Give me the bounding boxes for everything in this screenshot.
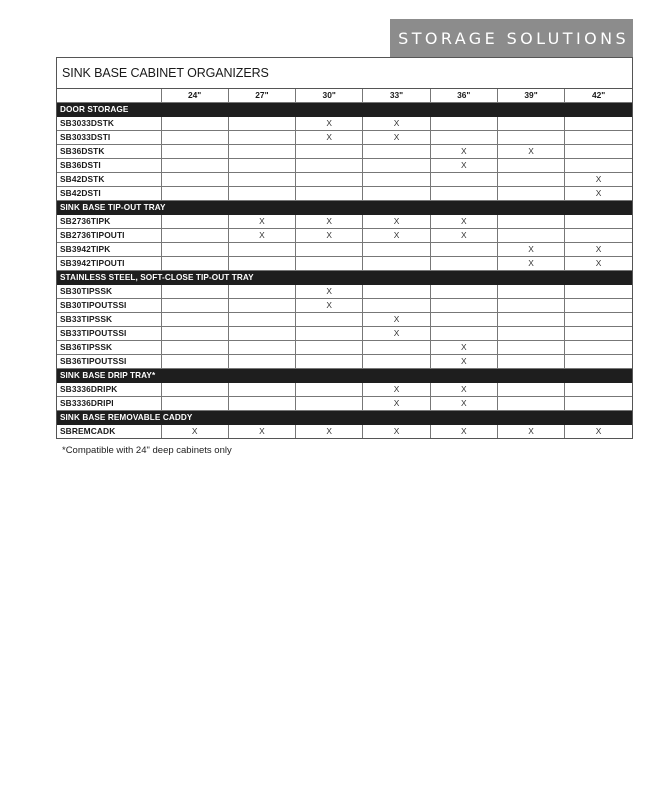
fit-cell bbox=[161, 285, 228, 299]
fit-cell bbox=[296, 131, 363, 145]
fit-cell bbox=[161, 187, 228, 201]
model-number: SB36DSTI bbox=[57, 159, 161, 173]
fit-cell bbox=[497, 313, 564, 327]
fit-cell bbox=[161, 215, 228, 229]
table-row bbox=[57, 425, 632, 439]
fit-cell bbox=[497, 187, 564, 201]
fit-cell bbox=[296, 159, 363, 173]
fit-mark: X bbox=[595, 174, 602, 184]
fit-cell bbox=[161, 299, 228, 313]
fit-cell bbox=[497, 327, 564, 341]
fit-cell bbox=[565, 383, 632, 397]
fit-cell bbox=[161, 145, 228, 159]
model-number: SBREMCADK bbox=[57, 425, 161, 439]
fit-cell bbox=[565, 341, 632, 355]
fit-mark: X bbox=[460, 146, 467, 156]
fit-cell bbox=[161, 425, 228, 439]
fit-cell bbox=[565, 229, 632, 243]
fit-mark: X bbox=[393, 132, 400, 142]
fit-cell bbox=[161, 159, 228, 173]
fit-cell bbox=[228, 341, 295, 355]
fit-cell bbox=[363, 397, 430, 411]
section-title: SINK BASE DRIP TRAY* bbox=[57, 369, 632, 383]
fit-cell bbox=[565, 159, 632, 173]
table-row bbox=[57, 145, 632, 159]
fit-cell bbox=[161, 173, 228, 187]
fit-mark: X bbox=[528, 426, 534, 436]
fit-cell bbox=[296, 229, 363, 243]
fit-cell bbox=[296, 173, 363, 187]
fit-cell bbox=[430, 159, 497, 173]
fit-cell bbox=[565, 257, 632, 271]
fit-cell bbox=[430, 257, 497, 271]
section-header-row bbox=[57, 201, 632, 215]
fit-cell bbox=[497, 229, 564, 243]
fit-cell bbox=[497, 397, 564, 411]
fit-cell bbox=[565, 425, 632, 439]
model-number: SB2736TIPOUTI bbox=[57, 229, 161, 243]
fit-cell bbox=[363, 313, 430, 327]
organizer-table bbox=[57, 89, 632, 438]
fit-mark: X bbox=[326, 300, 332, 310]
table-row bbox=[57, 173, 632, 187]
fit-cell bbox=[296, 145, 363, 159]
fit-cell bbox=[565, 173, 632, 187]
fit-cell bbox=[363, 117, 430, 131]
fit-cell bbox=[363, 299, 430, 313]
fit-cell bbox=[430, 327, 497, 341]
fit-cell bbox=[430, 299, 497, 313]
model-number: SB42DSTK bbox=[57, 173, 161, 187]
model-header-cell bbox=[57, 89, 161, 103]
fit-mark: X bbox=[393, 426, 400, 436]
fit-mark: X bbox=[326, 426, 332, 436]
fit-cell bbox=[565, 131, 632, 145]
fit-mark: X bbox=[460, 426, 467, 436]
fit-cell bbox=[565, 117, 632, 131]
fit-cell bbox=[430, 341, 497, 355]
fit-cell bbox=[296, 313, 363, 327]
model-number: SB33TIPOUTSSI bbox=[57, 327, 161, 341]
fit-cell bbox=[363, 159, 430, 173]
fit-mark: X bbox=[259, 216, 265, 226]
fit-cell bbox=[296, 187, 363, 201]
fit-cell bbox=[161, 243, 228, 257]
fit-cell bbox=[497, 215, 564, 229]
fit-cell bbox=[228, 299, 295, 313]
fit-cell bbox=[497, 131, 564, 145]
fit-cell bbox=[296, 243, 363, 257]
fit-cell bbox=[363, 285, 430, 299]
fit-cell bbox=[228, 117, 295, 131]
fit-cell bbox=[228, 215, 295, 229]
fit-mark: X bbox=[393, 398, 400, 408]
fit-cell bbox=[565, 313, 632, 327]
table-row bbox=[57, 313, 632, 327]
model-number: SB30TIPOUTSSI bbox=[57, 299, 161, 313]
fit-cell bbox=[161, 383, 228, 397]
fit-cell bbox=[363, 355, 430, 369]
fit-cell bbox=[228, 159, 295, 173]
fit-mark: X bbox=[528, 244, 534, 254]
fit-cell bbox=[565, 397, 632, 411]
fit-cell bbox=[296, 285, 363, 299]
fit-cell bbox=[363, 229, 430, 243]
fit-cell bbox=[161, 313, 228, 327]
section-header-row bbox=[57, 103, 632, 117]
fit-mark: X bbox=[460, 160, 467, 170]
fit-cell bbox=[430, 145, 497, 159]
fit-cell bbox=[497, 299, 564, 313]
table-row bbox=[57, 397, 632, 411]
fit-cell bbox=[228, 257, 295, 271]
fit-cell bbox=[296, 299, 363, 313]
chart-title: SINK BASE CABINET ORGANIZERS bbox=[57, 58, 632, 89]
fit-mark: X bbox=[326, 132, 332, 142]
model-number: SB3033DSTK bbox=[57, 117, 161, 131]
fit-mark: X bbox=[595, 258, 602, 268]
fit-cell bbox=[565, 327, 632, 341]
fit-cell bbox=[430, 117, 497, 131]
organizer-table-body bbox=[57, 103, 632, 439]
section-header-row bbox=[57, 271, 632, 285]
fit-mark: X bbox=[326, 230, 332, 240]
fit-cell bbox=[228, 145, 295, 159]
model-number: SB30TIPSSK bbox=[57, 285, 161, 299]
model-number: SB3336DRIPK bbox=[57, 383, 161, 397]
table-row bbox=[57, 355, 632, 369]
size-header: 36" bbox=[430, 89, 497, 103]
fit-cell bbox=[430, 355, 497, 369]
fit-mark: X bbox=[528, 146, 534, 156]
fit-cell bbox=[363, 341, 430, 355]
table-row bbox=[57, 285, 632, 299]
model-number: SB36TIPOUTSSI bbox=[57, 355, 161, 369]
table-row bbox=[57, 243, 632, 257]
fit-mark: X bbox=[460, 230, 467, 240]
model-number: SB3942TIPK bbox=[57, 243, 161, 257]
size-header-row bbox=[57, 89, 632, 103]
fit-cell bbox=[363, 215, 430, 229]
fit-cell bbox=[497, 383, 564, 397]
section-banner bbox=[390, 19, 633, 57]
fit-cell bbox=[430, 383, 497, 397]
fit-cell bbox=[497, 341, 564, 355]
section-title: STAINLESS STEEL, SOFT-CLOSE TIP-OUT TRAY bbox=[57, 271, 632, 285]
size-header: 27" bbox=[228, 89, 295, 103]
fit-cell bbox=[430, 285, 497, 299]
fit-cell bbox=[363, 257, 430, 271]
table-row bbox=[57, 117, 632, 131]
fit-mark: X bbox=[460, 216, 467, 226]
table-row bbox=[57, 383, 632, 397]
banner-text: STORAGE SOLUTIONS bbox=[398, 28, 629, 48]
fit-cell bbox=[430, 397, 497, 411]
model-number: SB3942TIPOUTI bbox=[57, 257, 161, 271]
model-number: SB42DSTI bbox=[57, 187, 161, 201]
fit-cell bbox=[497, 355, 564, 369]
fit-cell bbox=[565, 145, 632, 159]
section-header-row bbox=[57, 369, 632, 383]
fit-cell bbox=[296, 257, 363, 271]
fit-cell bbox=[497, 243, 564, 257]
table-row bbox=[57, 215, 632, 229]
model-number: SB3336DRIPI bbox=[57, 397, 161, 411]
table-row bbox=[57, 131, 632, 145]
table-row bbox=[57, 341, 632, 355]
fit-cell bbox=[296, 355, 363, 369]
table-row bbox=[57, 229, 632, 243]
fit-cell bbox=[363, 425, 430, 439]
fit-cell bbox=[228, 355, 295, 369]
fit-cell bbox=[363, 383, 430, 397]
fit-mark: X bbox=[393, 216, 400, 226]
fit-cell bbox=[565, 187, 632, 201]
fit-cell bbox=[497, 145, 564, 159]
fit-cell bbox=[228, 285, 295, 299]
section-title: SINK BASE REMOVABLE CADDY bbox=[57, 411, 632, 425]
size-header: 42" bbox=[565, 89, 632, 103]
section-title: SINK BASE TIP-OUT TRAY bbox=[57, 201, 632, 215]
fit-cell bbox=[161, 327, 228, 341]
model-number: SB33TIPSSK bbox=[57, 313, 161, 327]
fit-cell bbox=[296, 215, 363, 229]
section-title: DOOR STORAGE bbox=[57, 103, 632, 117]
fit-cell bbox=[430, 173, 497, 187]
footnote: *Compatible with 24" deep cabinets only bbox=[62, 445, 232, 456]
fit-mark: X bbox=[326, 216, 332, 226]
fit-mark: X bbox=[326, 118, 332, 128]
fit-cell bbox=[161, 341, 228, 355]
size-header: 39" bbox=[497, 89, 564, 103]
fit-cell bbox=[430, 131, 497, 145]
table-row bbox=[57, 299, 632, 313]
fit-mark: X bbox=[460, 398, 467, 408]
fit-cell bbox=[363, 243, 430, 257]
fit-mark: X bbox=[326, 286, 332, 296]
fit-cell bbox=[565, 215, 632, 229]
fit-mark: X bbox=[595, 244, 602, 254]
fit-cell bbox=[161, 117, 228, 131]
fit-mark: X bbox=[259, 230, 265, 240]
fit-cell bbox=[296, 341, 363, 355]
fit-cell bbox=[296, 117, 363, 131]
fit-cell bbox=[430, 425, 497, 439]
table-row bbox=[57, 159, 632, 173]
fit-mark: X bbox=[393, 328, 400, 338]
fit-cell bbox=[161, 257, 228, 271]
fit-cell bbox=[497, 159, 564, 173]
table-row bbox=[57, 187, 632, 201]
fit-mark: X bbox=[528, 258, 534, 268]
fit-cell bbox=[228, 173, 295, 187]
fit-cell bbox=[296, 397, 363, 411]
fit-cell bbox=[228, 229, 295, 243]
fit-mark: X bbox=[460, 384, 467, 394]
model-number: SB2736TIPK bbox=[57, 215, 161, 229]
fit-cell bbox=[430, 313, 497, 327]
fit-cell bbox=[161, 131, 228, 145]
model-number: SB3033DSTI bbox=[57, 131, 161, 145]
fit-cell bbox=[161, 355, 228, 369]
fit-cell bbox=[497, 425, 564, 439]
fit-cell bbox=[363, 327, 430, 341]
fit-cell bbox=[228, 397, 295, 411]
fit-mark: X bbox=[460, 342, 467, 352]
fit-mark: X bbox=[393, 314, 400, 324]
model-number: SB36DSTK bbox=[57, 145, 161, 159]
table-row bbox=[57, 257, 632, 271]
fit-mark: X bbox=[393, 230, 400, 240]
fit-cell bbox=[161, 229, 228, 243]
fit-cell bbox=[565, 285, 632, 299]
fit-cell bbox=[296, 327, 363, 341]
fit-cell bbox=[430, 215, 497, 229]
fit-cell bbox=[296, 383, 363, 397]
size-header: 33" bbox=[363, 89, 430, 103]
fit-mark: X bbox=[595, 188, 602, 198]
fit-cell bbox=[497, 173, 564, 187]
fit-cell bbox=[161, 397, 228, 411]
fit-cell bbox=[228, 425, 295, 439]
fit-cell bbox=[228, 243, 295, 257]
model-number: SB36TIPSSK bbox=[57, 341, 161, 355]
table-row bbox=[57, 327, 632, 341]
organizer-chart bbox=[56, 57, 633, 439]
fit-cell bbox=[363, 145, 430, 159]
fit-cell bbox=[228, 327, 295, 341]
fit-mark: X bbox=[393, 384, 400, 394]
fit-mark: X bbox=[460, 356, 467, 366]
fit-cell bbox=[565, 299, 632, 313]
fit-cell bbox=[497, 117, 564, 131]
size-header: 30" bbox=[296, 89, 363, 103]
fit-cell bbox=[430, 187, 497, 201]
fit-mark: X bbox=[191, 426, 198, 436]
fit-mark: X bbox=[595, 426, 602, 436]
fit-cell bbox=[430, 229, 497, 243]
fit-cell bbox=[363, 187, 430, 201]
fit-cell bbox=[497, 257, 564, 271]
fit-cell bbox=[363, 131, 430, 145]
fit-cell bbox=[565, 243, 632, 257]
fit-cell bbox=[565, 355, 632, 369]
fit-cell bbox=[296, 425, 363, 439]
fit-cell bbox=[228, 131, 295, 145]
size-header: 24" bbox=[161, 89, 228, 103]
fit-mark: X bbox=[259, 426, 265, 436]
fit-mark: X bbox=[393, 118, 400, 128]
fit-cell bbox=[228, 383, 295, 397]
section-header-row bbox=[57, 411, 632, 425]
fit-cell bbox=[430, 243, 497, 257]
fit-cell bbox=[228, 187, 295, 201]
fit-cell bbox=[497, 285, 564, 299]
fit-cell bbox=[363, 173, 430, 187]
fit-cell bbox=[228, 313, 295, 327]
